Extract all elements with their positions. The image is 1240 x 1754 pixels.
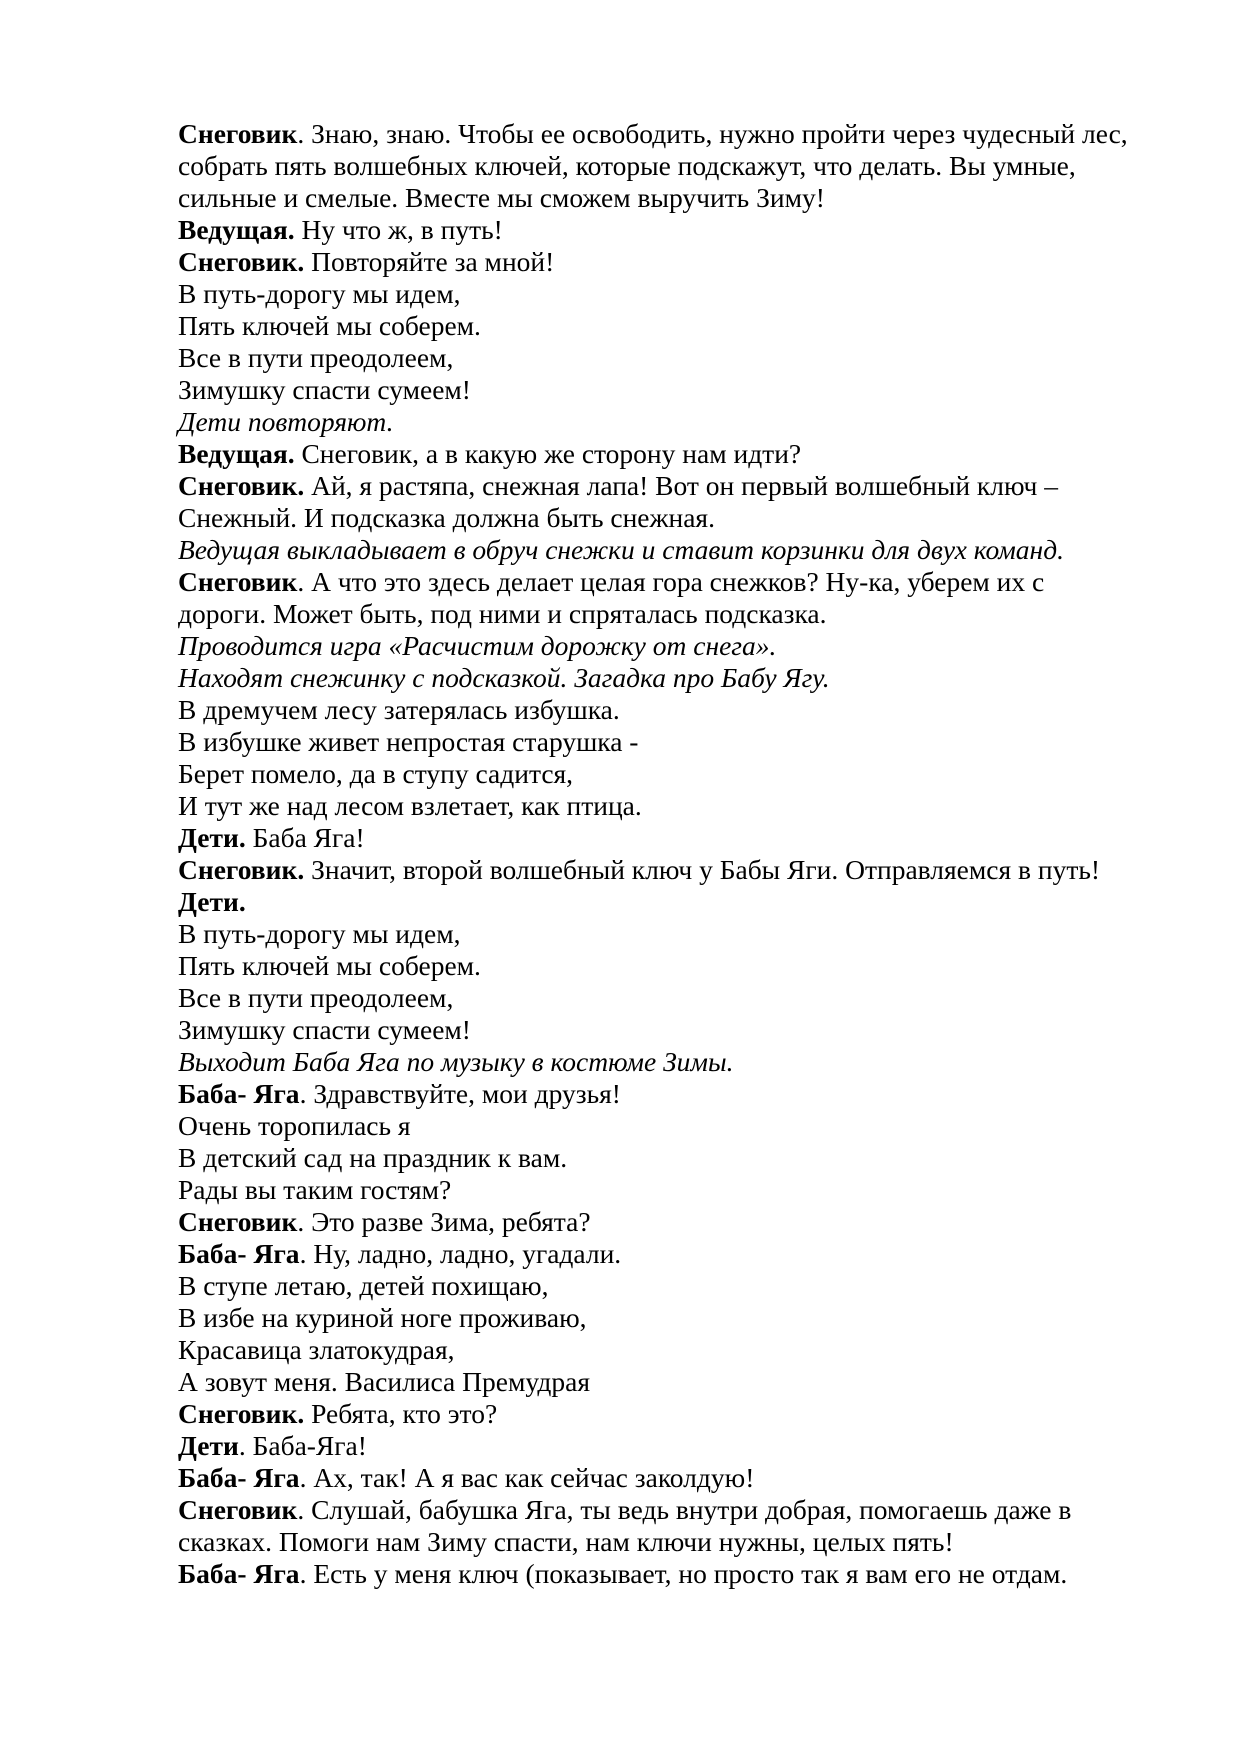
text-line	[178, 694, 1178, 726]
line-text: В ступе летаю, детей похищаю,	[178, 1270, 549, 1301]
dialogue-text: . Есть у меня ключ (показывает, но просто так я вам его не отдам.	[299, 1558, 1068, 1589]
dialogue-line	[178, 118, 1178, 150]
stage-direction	[178, 534, 1178, 566]
stage-direction	[178, 630, 1178, 662]
stage-direction-text: Дети повторяют.	[178, 406, 394, 437]
stage-direction-text: Ведущая выкладывает в обруч снежки и ставит корзинки для двух команд.	[178, 534, 1064, 565]
dialogue-text: Снеговик, а в какую же сторону нам идти?	[294, 438, 802, 469]
text-line	[178, 1334, 1178, 1366]
speaker-name: Снеговик.	[178, 470, 305, 501]
speaker-name: Дети.	[178, 822, 246, 853]
dialogue-text: . Ну, ладно, ладно, угадали.	[299, 1238, 622, 1269]
text-line	[178, 374, 1178, 406]
line-text: Берет помело, да в ступу садится,	[178, 758, 574, 789]
speaker-name: Снеговик	[178, 118, 298, 149]
text-line	[178, 790, 1178, 822]
text-line	[178, 1174, 1178, 1206]
dialogue-text: Ну что ж, в путь!	[294, 214, 503, 245]
text-line	[178, 150, 1178, 182]
text-line	[178, 598, 1178, 630]
dialogue-text: Ребята, кто это?	[304, 1398, 498, 1429]
text-line	[178, 950, 1178, 982]
text-line	[178, 1526, 1178, 1558]
speaker-name: Снеговик.	[178, 854, 305, 885]
line-text: Красавица златокудрая,	[178, 1334, 455, 1365]
text-line	[178, 1142, 1178, 1174]
speaker-name: Снеговик	[178, 566, 298, 597]
text-line	[178, 1302, 1178, 1334]
dialogue-text: . Знаю, знаю. Чтобы ее освободить, нужно пройти через чудесный лес,	[297, 118, 1128, 149]
dialogue-text: Повторяйте за мной!	[304, 246, 555, 277]
line-text: Пять ключей мы соберем.	[178, 950, 481, 981]
speaker-name: Ведущая.	[178, 214, 295, 245]
line-text: Все в пути преодолеем,	[178, 342, 454, 373]
dialogue-line	[178, 1558, 1178, 1590]
dialogue-line	[178, 854, 1178, 886]
line-text: В путь-дорогу мы идем,	[178, 278, 461, 309]
dialogue-text: Значит, второй волшебный ключ у Бабы Яги. Отправляемся в путь!	[304, 854, 1101, 885]
line-text: сказках. Помоги нам Зиму спасти, нам ключи нужны, целых пять!	[178, 1526, 954, 1557]
dialogue-line	[178, 438, 1178, 470]
line-text: собрать пять волшебных ключей, которые подскажут, что делать. Вы умные,	[178, 150, 1076, 181]
stage-direction	[178, 1046, 1178, 1078]
dialogue-text: . А что это здесь делает целая гора снежков? Ну-ка, уберем их с	[297, 566, 1045, 597]
line-text: сильные и смелые. Вместе мы сможем выручить Зиму!	[178, 182, 825, 213]
text-line	[178, 1270, 1178, 1302]
speaker-name: Баба- Яга	[178, 1238, 300, 1269]
dialogue-text: Ай, я растяпа, снежная лапа! Вот он первый волшебный ключ –	[304, 470, 1058, 501]
speaker-name: Баба- Яга	[178, 1462, 300, 1493]
line-text: Рады вы таким гостям?	[178, 1174, 452, 1205]
line-text: В путь-дорогу мы идем,	[178, 918, 461, 949]
dialogue-text: . Здравствуйте, мои друзья!	[299, 1078, 621, 1109]
line-text: В избе на куриной ноге проживаю,	[178, 1302, 587, 1333]
stage-direction-text: Проводится игра «Расчистим дорожку от снега».	[178, 630, 777, 661]
dialogue-line	[178, 886, 1178, 918]
line-text: Пять ключей мы соберем.	[178, 310, 481, 341]
stage-direction-text: Находят снежинку с подсказкой. Загадка про Бабу Ягу.	[178, 662, 830, 693]
text-line	[178, 182, 1178, 214]
speaker-name: Снеговик.	[178, 246, 305, 277]
dialogue-line	[178, 214, 1178, 246]
line-text: Все в пути преодолеем,	[178, 982, 454, 1013]
line-text: А зовут меня. Василиса Премудрая	[178, 1366, 590, 1397]
dialogue-line	[178, 1238, 1178, 1270]
speaker-name: Снеговик	[178, 1206, 298, 1237]
text-line	[178, 502, 1178, 534]
line-text: дороги. Может быть, под ними и спряталась подсказка.	[178, 598, 827, 629]
dialogue-line	[178, 1078, 1178, 1110]
dialogue-text: . Ах, так! А я вас как сейчас заколдую!	[299, 1462, 755, 1493]
text-line	[178, 726, 1178, 758]
line-text: В дремучем лесу затерялась избушка.	[178, 694, 620, 725]
speaker-name: Дети.	[178, 886, 246, 917]
text-line	[178, 758, 1178, 790]
dialogue-line	[178, 566, 1178, 598]
dialogue-line	[178, 470, 1178, 502]
line-text: В избушке живет непростая старушка -	[178, 726, 639, 757]
dialogue-line	[178, 1430, 1178, 1462]
text-line	[178, 278, 1178, 310]
text-line	[178, 310, 1178, 342]
text-line	[178, 342, 1178, 374]
dialogue-line	[178, 1462, 1178, 1494]
speaker-name: Дети	[178, 1430, 239, 1461]
text-line	[178, 918, 1178, 950]
stage-direction	[178, 406, 1178, 438]
text-line	[178, 982, 1178, 1014]
dialogue-text: . Слушай, бабушка Яга, ты ведь внутри добрая, помогаешь даже в	[297, 1494, 1072, 1525]
speaker-name: Баба- Яга	[178, 1558, 300, 1589]
script-text	[178, 118, 1178, 1590]
speaker-name: Снеговик	[178, 1494, 298, 1525]
line-text: И тут же над лесом взлетает, как птица.	[178, 790, 642, 821]
speaker-name: Ведущая.	[178, 438, 295, 469]
line-text: Снежный. И подсказка должна быть снежная.	[178, 502, 715, 533]
stage-direction	[178, 662, 1178, 694]
dialogue-line	[178, 1494, 1178, 1526]
text-line	[178, 1110, 1178, 1142]
text-line	[178, 1014, 1178, 1046]
line-text: В детский сад на праздник к вам.	[178, 1142, 568, 1173]
dialogue-line	[178, 1398, 1178, 1430]
speaker-name: Баба- Яга	[178, 1078, 300, 1109]
stage-direction-text: Выходит Баба Яга по музыку в костюме Зимы.	[178, 1046, 734, 1077]
dialogue-text: . Баба-Яга!	[238, 1430, 367, 1461]
text-line	[178, 1366, 1178, 1398]
dialogue-line	[178, 1206, 1178, 1238]
dialogue-line	[178, 246, 1178, 278]
line-text: Очень торопилась я	[178, 1110, 411, 1141]
line-text: Зимушку спасти сумеем!	[178, 1014, 471, 1045]
dialogue-text: Баба Яга!	[245, 822, 365, 853]
dialogue-line	[178, 822, 1178, 854]
line-text: Зимушку спасти сумеем!	[178, 374, 471, 405]
dialogue-text: . Это разве Зима, ребята?	[297, 1206, 591, 1237]
speaker-name: Снеговик.	[178, 1398, 305, 1429]
